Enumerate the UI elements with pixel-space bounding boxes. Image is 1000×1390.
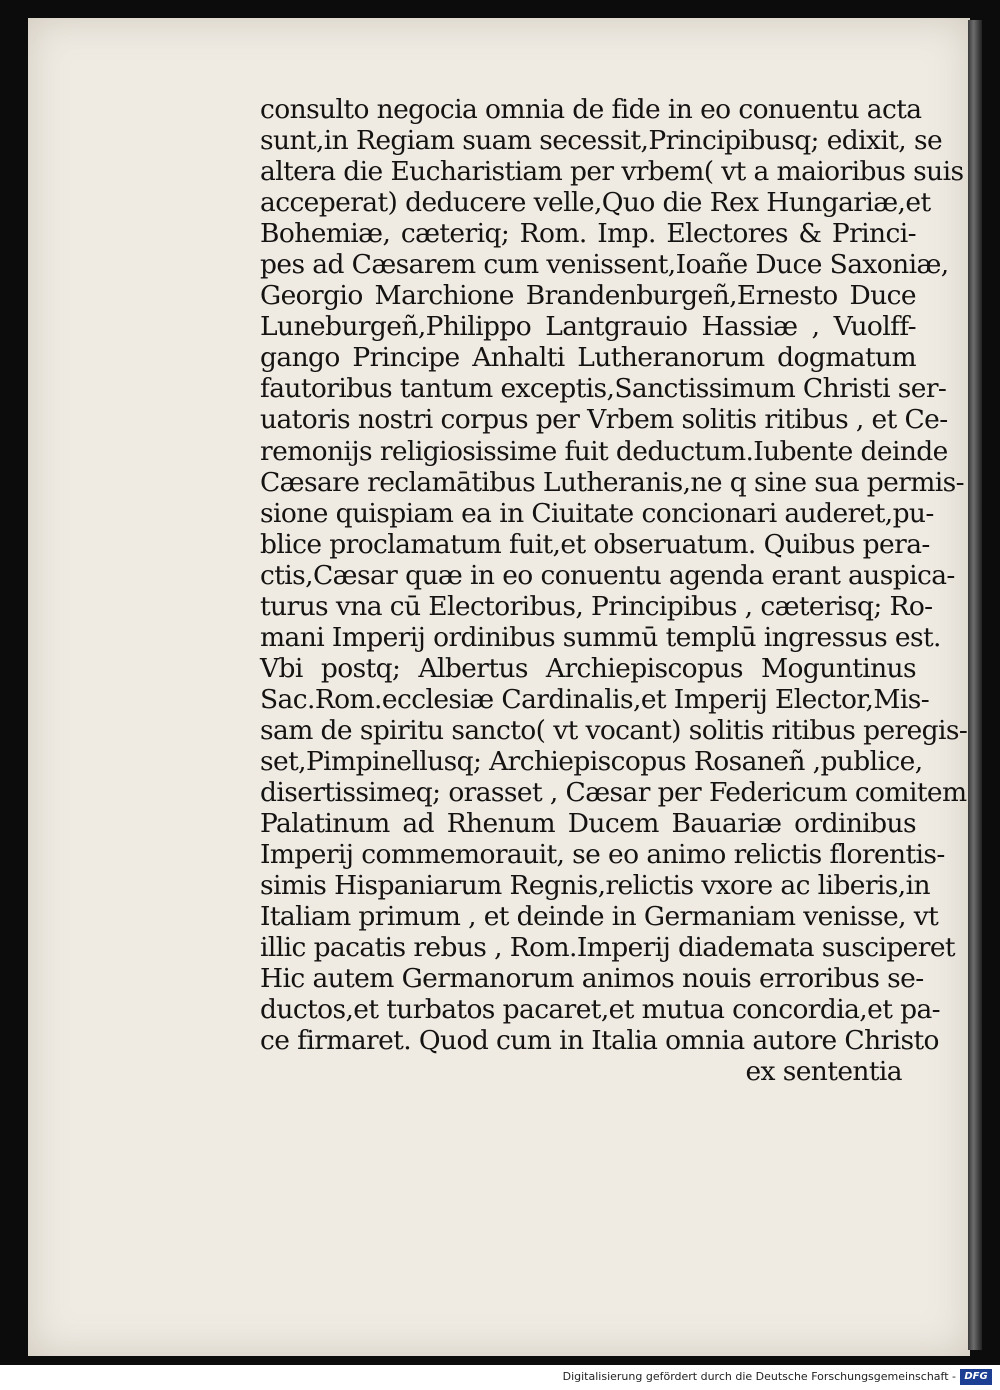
text-line: mani Imperij ordinibus summū templū ingressus est. xyxy=(260,621,941,653)
text-line: remonijs religiosissime fuit deductum.Iubente deinde xyxy=(260,435,948,467)
text-line: turus vna cū Electoribus, Principibus , cæterisq; Ro- xyxy=(260,590,933,622)
text-line: sam de spiritu sancto( vt vocant) solitis ritibus peregis- xyxy=(260,714,968,746)
text-line: acceperat) deducere velle,Quo die Rex Hungariæ,et xyxy=(260,187,931,219)
text-line: ce firmaret. Quod cum in Italia omnia autore Christo xyxy=(260,1025,939,1057)
text-line: Palatinum ad Rhenum Ducem Bauariæ ordinibus xyxy=(260,808,916,840)
text-line: Hic autem Germanorum animos nouis erroribus se- xyxy=(260,963,924,995)
funding-notice: Digitalisierung gefördert durch die Deutsche Forschungsgemeinschaft - xyxy=(562,1370,956,1383)
text-line: altera die Eucharistiam per vrbem( vt a maioribus suis xyxy=(260,156,964,188)
text-line: Imperij commemorauit, se eo animo relictis florentis- xyxy=(260,839,945,871)
text-line: uatoris nostri corpus per Vrbem solitis ritibus , et Ce- xyxy=(260,404,948,436)
text-line: Vbi postq; Albertus Archiepiscopus Moguntinus xyxy=(260,652,916,684)
catchword: ex sententia xyxy=(745,1056,902,1088)
text-line: Luneburgeñ,Philippo Lantgrauio Hassiæ , Vuolff- xyxy=(260,311,916,343)
text-line: gango Principe Anhalti Lutheranorum dogmatum xyxy=(260,342,916,374)
dfg-logo-icon[interactable]: DFG xyxy=(960,1369,992,1385)
page-edge xyxy=(968,20,982,1350)
text-line: ctis,Cæsar quæ in eo conuentu agenda erant auspica- xyxy=(260,559,955,591)
text-line: pes ad Cæsarem cum venissent,Ioañe Duce Saxoniæ, xyxy=(260,249,949,281)
text-line: sione quispiam ea in Ciuitate concionari auderet,pu- xyxy=(260,497,934,529)
text-line: disertissimeq; orasset , Cæsar per Federicum comitem xyxy=(260,777,967,809)
text-line: illic pacatis rebus , Rom.Imperij diademata susciperet xyxy=(260,932,955,964)
text-line: fautoribus tantum exceptis,Sanctissimum Christi ser- xyxy=(260,373,947,405)
text-line: consulto negocia omnia de fide in eo conuentu acta xyxy=(260,94,922,125)
text-line: ductos,et turbatos pacaret,et mutua concordia,et pa- xyxy=(260,994,941,1026)
text-line: set,Pimpinellusq; Archiepiscopus Rosaneñ ,publice, xyxy=(260,745,923,777)
book-page xyxy=(28,18,970,1356)
text-line: simis Hispaniarum Regnis,relictis vxore ac liberis,in xyxy=(260,870,930,902)
text-block xyxy=(260,94,968,1088)
text-line: Sac.Rom.ecclesiæ Cardinalis,et Imperij Elector,Mis- xyxy=(260,683,930,715)
text-line: blice proclamatum fuit,et obseruatum. Quibus pera- xyxy=(260,528,930,560)
text-line: sunt,in Regiam suam secessit,Principibusq; edixit, se xyxy=(260,125,943,157)
text-line: Cæsare reclamātibus Lutheranis,ne q sine sua permis- xyxy=(260,466,964,498)
footer-bar xyxy=(0,1365,1000,1390)
text-line: Bohemiæ, cæteriq; Rom. Imp. Electores & Princi- xyxy=(260,218,916,250)
text-line: Italiam primum , et deinde in Germaniam venisse, vt xyxy=(260,901,939,933)
text-line: Georgio Marchione Brandenburgeñ,Ernesto Duce xyxy=(260,280,916,312)
